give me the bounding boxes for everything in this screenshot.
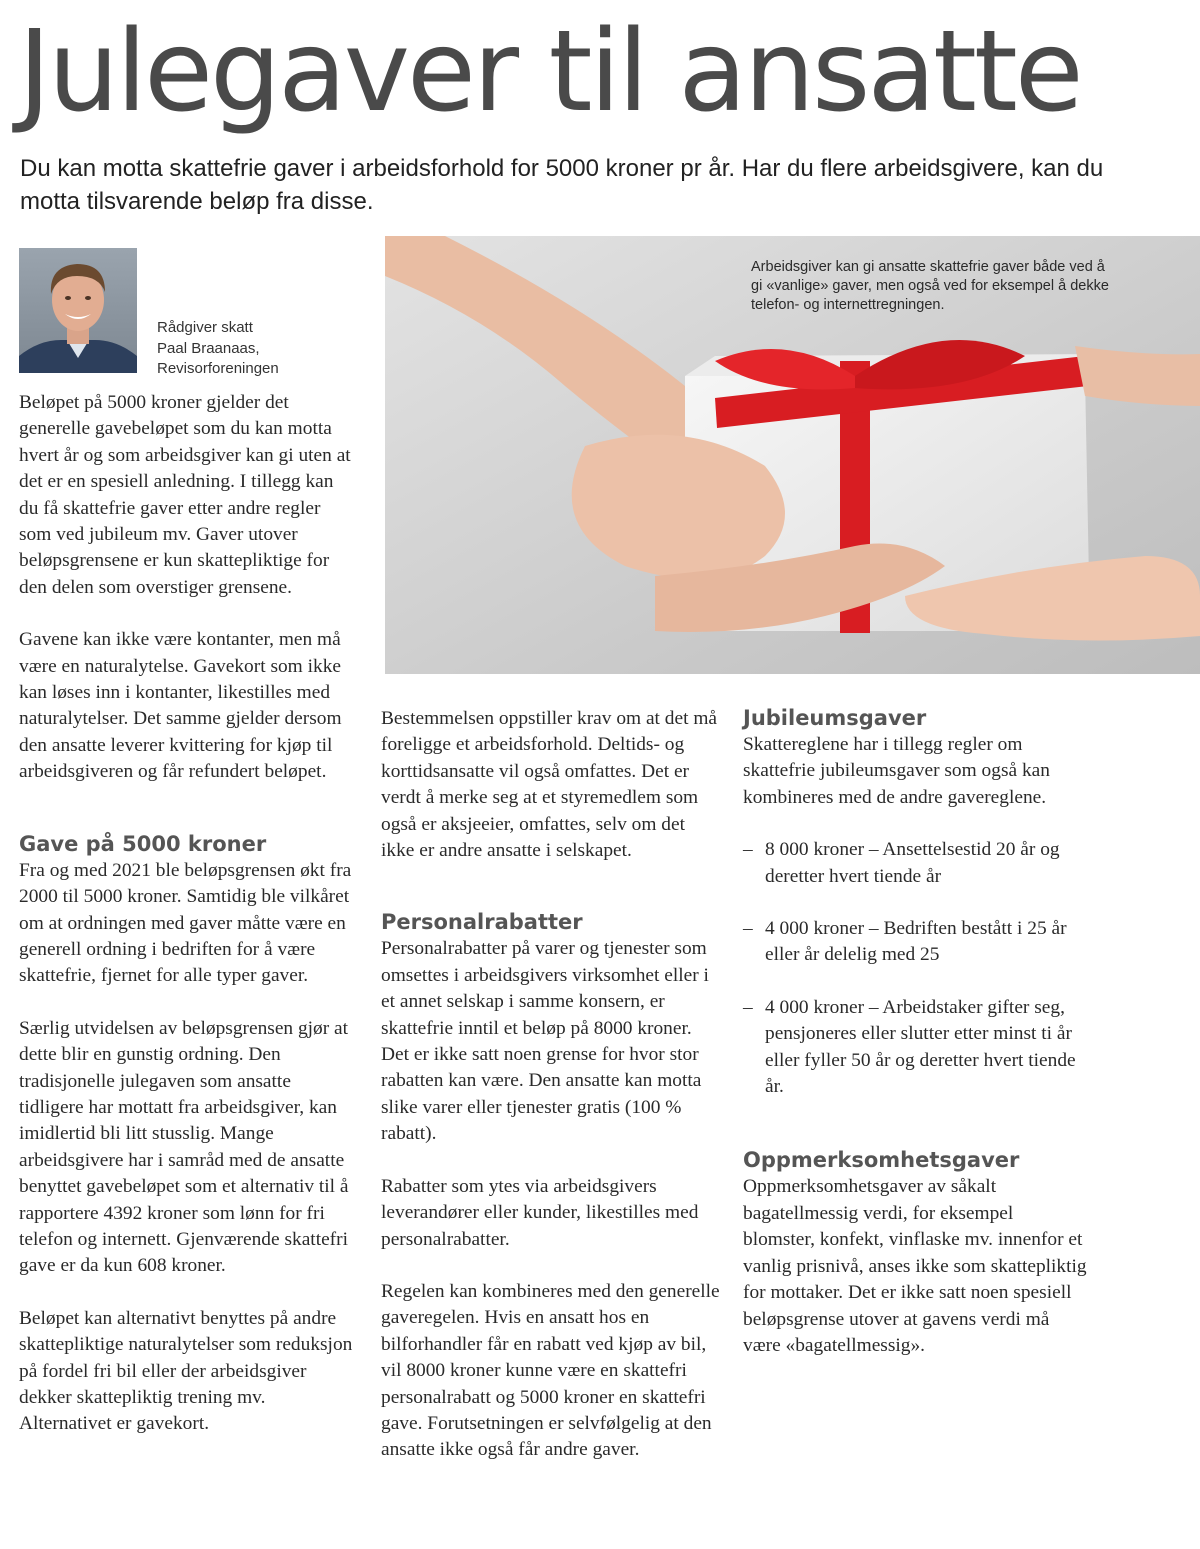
- col2-paragraph: Personalrabatter på varer og tjenester som omsettes i arbeidsgivers virksomhet eller i et annet selskap i samme konsern, er skattefrie inntil et beløp på 8000 kroner. Det er ikke satt noen grense for hvor stor rabatten kan være. Den ansatte kan motta slike varer eller tjenester gratis (100 % rabatt).: [381, 938, 709, 1145]
- author-photo: [19, 248, 137, 373]
- heading-jubileumsgaver: Jubileumsgaver: [743, 706, 927, 730]
- author-name: Paal Braanaas,: [157, 339, 260, 357]
- col1-paragraph: Beløpet på 5000 kroner gjelder det generelle gavebeløpet som du kan motta hvert år og som arbeidsgiver kan gi uten at det er en spesiell anledning. I tillegg kan du få skattefrie gaver etter andre regler som ved jubileum mv. Gaver utover beløpsgrensene er kun skattepliktige for den delen som overstiger grensene.: [19, 392, 351, 598]
- photo-caption: Arbeidsgiver kan gi ansatte skattefrie gaver både ved å gi «vanlige» gaver, men også ved for eksempel å dekke telefon- og internettregningen.: [751, 259, 1109, 313]
- dash-bullet: –: [743, 918, 753, 940]
- column-2: [381, 706, 723, 1464]
- jubileum-list: [743, 837, 1088, 1100]
- column-1: [19, 390, 357, 1438]
- author-org: Revisorforeningen: [157, 360, 279, 377]
- dash-bullet: –: [743, 839, 753, 861]
- col2-paragraph: Rabatter som ytes via arbeidsgivers leverandører eller kunder, likestilles med personalrabatter.: [381, 1175, 699, 1250]
- list-item-text: 8 000 kroner – Ansettelsestid 20 år og deretter hvert tiende år: [765, 839, 1060, 887]
- list-item-text: 4 000 kroner – Arbeidstaker gifter seg, pensjoneres eller slutter etter minst ti år eller fyller 50 år og deretter hvert tiende år.: [765, 996, 1076, 1098]
- author-byline: [157, 318, 357, 380]
- col1-paragraph: Gavene kan ikke være kontanter, men må være en naturalytelse. Gavekort som ikke kan løses inn i kontanter, likestilles med naturalytelser. Det samme gjelder dersom den ansatte leverer kvittering for kjøp til arbeidsgiveren og får refundert beløpet.: [19, 629, 342, 783]
- gift-photo: [385, 236, 1200, 674]
- heading-gave: Gave på 5000 kroner: [19, 831, 267, 856]
- list-item: [743, 916, 1088, 969]
- col3-paragraph: Skattereglene har i tillegg regler om skattefrie jubileumsgaver som også kan kombineres med de andre gavereglene.: [743, 734, 1050, 808]
- col2-paragraph: Regelen kan kombineres med den generelle gaveregelen. Hvis en ansatt hos en bilforhandler får en rabatt ved kjøp av bil, vil 8000 kroner kunne være en skattefri personalrabatt og 5000 kroner en skattefri gave. Forutsetningen er selvfølgelig at den ansatte ikke også får andre gaver.: [381, 1280, 720, 1461]
- heading-personalrabatter: Personalrabatter: [381, 910, 583, 935]
- article-title: Julegaver til ansatte: [18, 7, 1081, 137]
- col1-paragraph: Beløpet kan alternativt benyttes på andre skattepliktige naturalytelser som reduksjon på fordel fri bil eller der arbeidsgiver dekker skattepliktig trening mv. Alternativet er gavekort.: [19, 1307, 353, 1435]
- article-lead: Du kan motta skattefrie gaver i arbeidsforhold for 5000 kroner pr år. Har du flere arbeidsgivere, kan du motta tilsvarende beløp fra disse.: [20, 155, 1104, 215]
- dash-bullet: –: [743, 996, 753, 1018]
- list-item-text: 4 000 kroner – Bedriften bestått i 25 år eller år delelig med 25: [765, 918, 1067, 966]
- col1-paragraph: Fra og med 2021 ble beløpsgrensen økt fra 2000 til 5000 kroner. Samtidig ble vilkåret om at ordningen med gaver måtte være en generell ordning i bedriften for å være skattefrie, fjernet for alle typer gaver.: [19, 859, 352, 987]
- heading-oppmerksomhetsgaver: Oppmerksomhetsgaver: [743, 1148, 1020, 1173]
- column-3: [743, 704, 1088, 1359]
- col1-paragraph: Særlig utvidelsen av beløpsgrensen gjør at dette blir en gunstig ordning. Den tradisjonelle julegaven som ansatte tidligere har mottatt fra arbeidsgiver, kan imidlertid bli litt stusslig. Mange arbeidsgivere har i samråd med de ansatte benyttet gavebeløpet som et alternativ til å rapportere 4392 kroner som lønn for fri telefon og internett. Gjenværende skattefri gave er da kun 608 kroner.: [19, 1017, 349, 1277]
- list-item: [743, 837, 1088, 890]
- author-role: Rådgiver skatt: [157, 319, 253, 336]
- col2-paragraph: Bestemmelsen oppstiller krav om at det må foreligge et arbeidsforhold. Deltids- og korttidsansatte vil også omfattes. Det er verdt å merke seg at et styremedlem som også er aksjeeier, omfattes, selv om det ikke er andre ansatte i selskapet.: [381, 708, 718, 862]
- col3-paragraph: Oppmerksomhetsgaver av såkalt bagatellmessig verdi, for eksempel blomster, konfekt, vinflaske mv. innenfor et vanlig prisnivå, anses ikke som skattepliktig for mottaker. Det er ikke satt noen spesiell beløpsgrense utover at gavens verdi må være «bagatellmessig».: [743, 1176, 1087, 1356]
- list-item: [743, 995, 1088, 1101]
